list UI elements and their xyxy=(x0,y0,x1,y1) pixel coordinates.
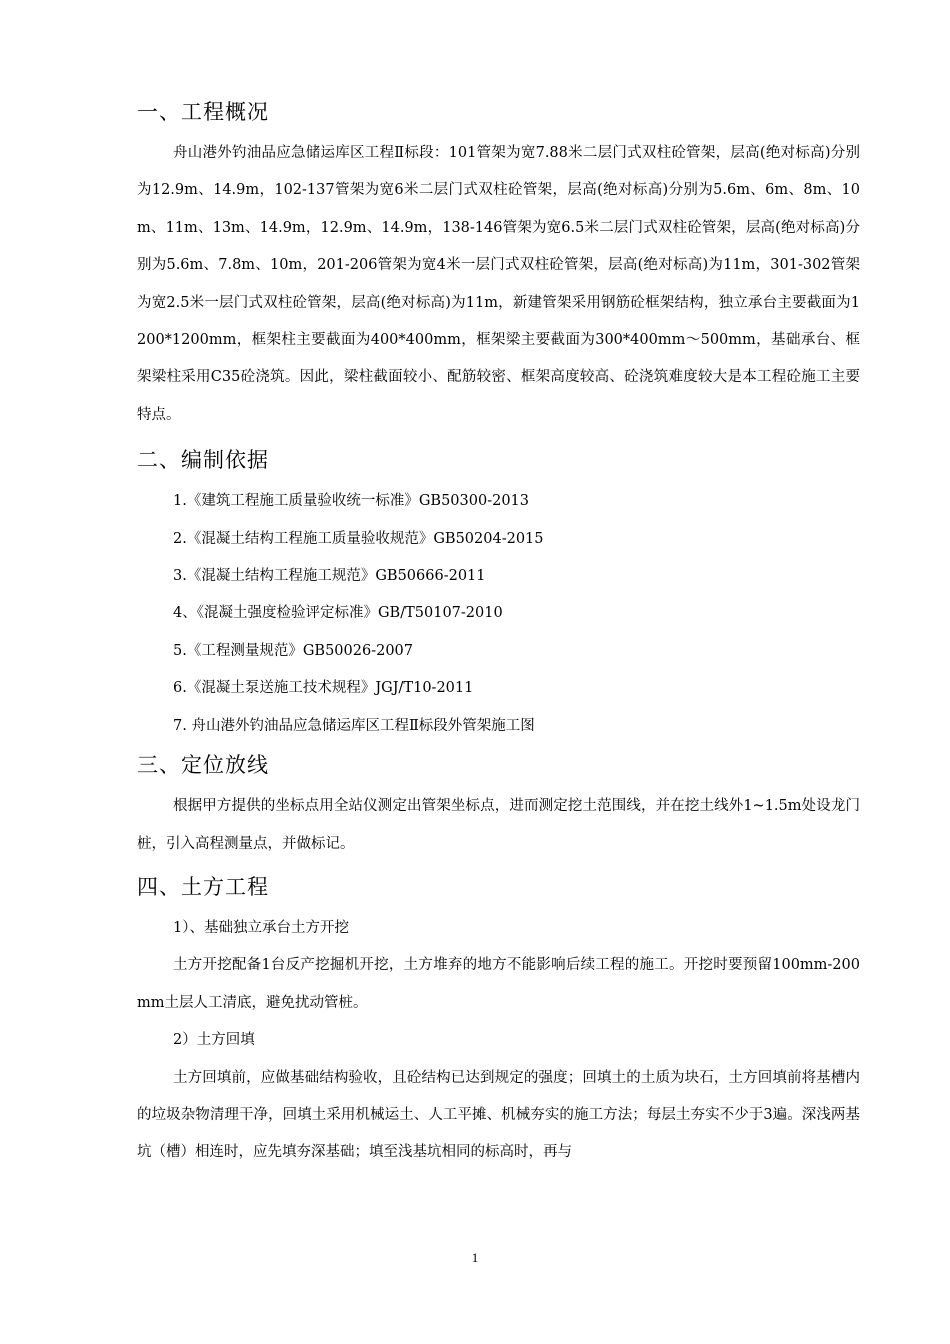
section-heading-positioning: 三、定位放线 xyxy=(137,753,269,778)
overview-paragraph: 舟山港外钓油品应急储运库区工程Ⅱ标段：101管架为宽7.88米二层门式双柱砼管架，层高(绝对标高)分别为12.9m、14.9m，102-137管架为宽6米二层门式双柱砼管架，层高(绝对标高)分别为5.6m、6m、8m、10m、11m、13m、14.9m，12.9m、14.9m，138-146管架为宽6.5米二层门式双柱砼管架，层高(绝对标高)分别为5.6m、7.8m、10m，201-206管架为宽4米一层门式双柱砼管架，层高(绝对标高)为11m，301-302管架为宽2.5米一层门式双柱砼管架，层高(绝对标高)为11m，新建管架采用钢筋砼框架结构，独立承台主要截面为1200*1200mm，框架柱主要截面为400*400mm，框架梁主要截面为300*400mm～500mm，基础承台、框架梁柱采用C35砼浇筑。因此，梁柱截面较小、配筋较密、框架高度较高、砼浇筑难度较大是本工程砼施工主要特点。 xyxy=(137,145,860,423)
earthwork-body xyxy=(137,910,860,1172)
document-body xyxy=(137,94,860,1172)
earthwork-sub2-title: 2）土方回填 xyxy=(173,1032,255,1049)
section-heading-earthwork: 四、土方工程 xyxy=(137,874,269,899)
positioning-paragraph: 根据甲方提供的坐标点用全站仪测定出管架坐标点，进而测定挖土范围线，并在挖土线外1~1.5m处设龙门桩，引入高程测量点，并做标记。 xyxy=(137,798,860,852)
page-number: 1 xyxy=(471,1250,479,1265)
list-item: 5.《工程测量规范》GB50026-2007 xyxy=(173,642,413,659)
list-item: 6.《混凝土泵送施工技术规程》JGJ/T10-2011 xyxy=(173,680,474,697)
list-item: 7. 舟山港外钓油品应急储运库区工程Ⅱ标段外管架施工图 xyxy=(173,717,535,734)
section-heading-basis: 二、编制依据 xyxy=(137,448,269,473)
earthwork-sub1-paragraph: 土方开挖配备1台反产挖掘机开挖，土方堆弃的地方不能影响后续工程的施工。开挖时要预留100mm-200mm土层人工清底，避免扰动管桩。 xyxy=(137,957,860,1011)
list-item: 3.《混凝土结构工程施工规范》GB50666-2011 xyxy=(173,568,486,585)
list-item: 2.《混凝土结构工程施工质量验收规范》GB50204-2015 xyxy=(173,530,544,547)
section-heading-overview: 一、工程概况 xyxy=(137,100,269,124)
earthwork-sub2-paragraph: 土方回填前，应做基础结构验收，且砼结构已达到规定的强度；回填土的土质为块石，土方回填前将基槽内的垃圾杂物清理干净，回填土采用机械运土、人工平摊、机械夯实的施工方法；每层土夯实不少于3遍。深浅两基坑（槽）相连时，应先填夯深基础；填至浅基坑相同的标高时，再与 xyxy=(137,1069,860,1161)
earthwork-sub1-title: 1）、基础独立承台土方开挖 xyxy=(173,919,349,936)
list-item: 1.《建筑工程施工质量验收统一标准》GB50300-2013 xyxy=(173,493,529,510)
basis-list xyxy=(137,483,860,745)
list-item: 4、《混凝土强度检验评定标准》GB/T50107-2010 xyxy=(173,605,503,622)
